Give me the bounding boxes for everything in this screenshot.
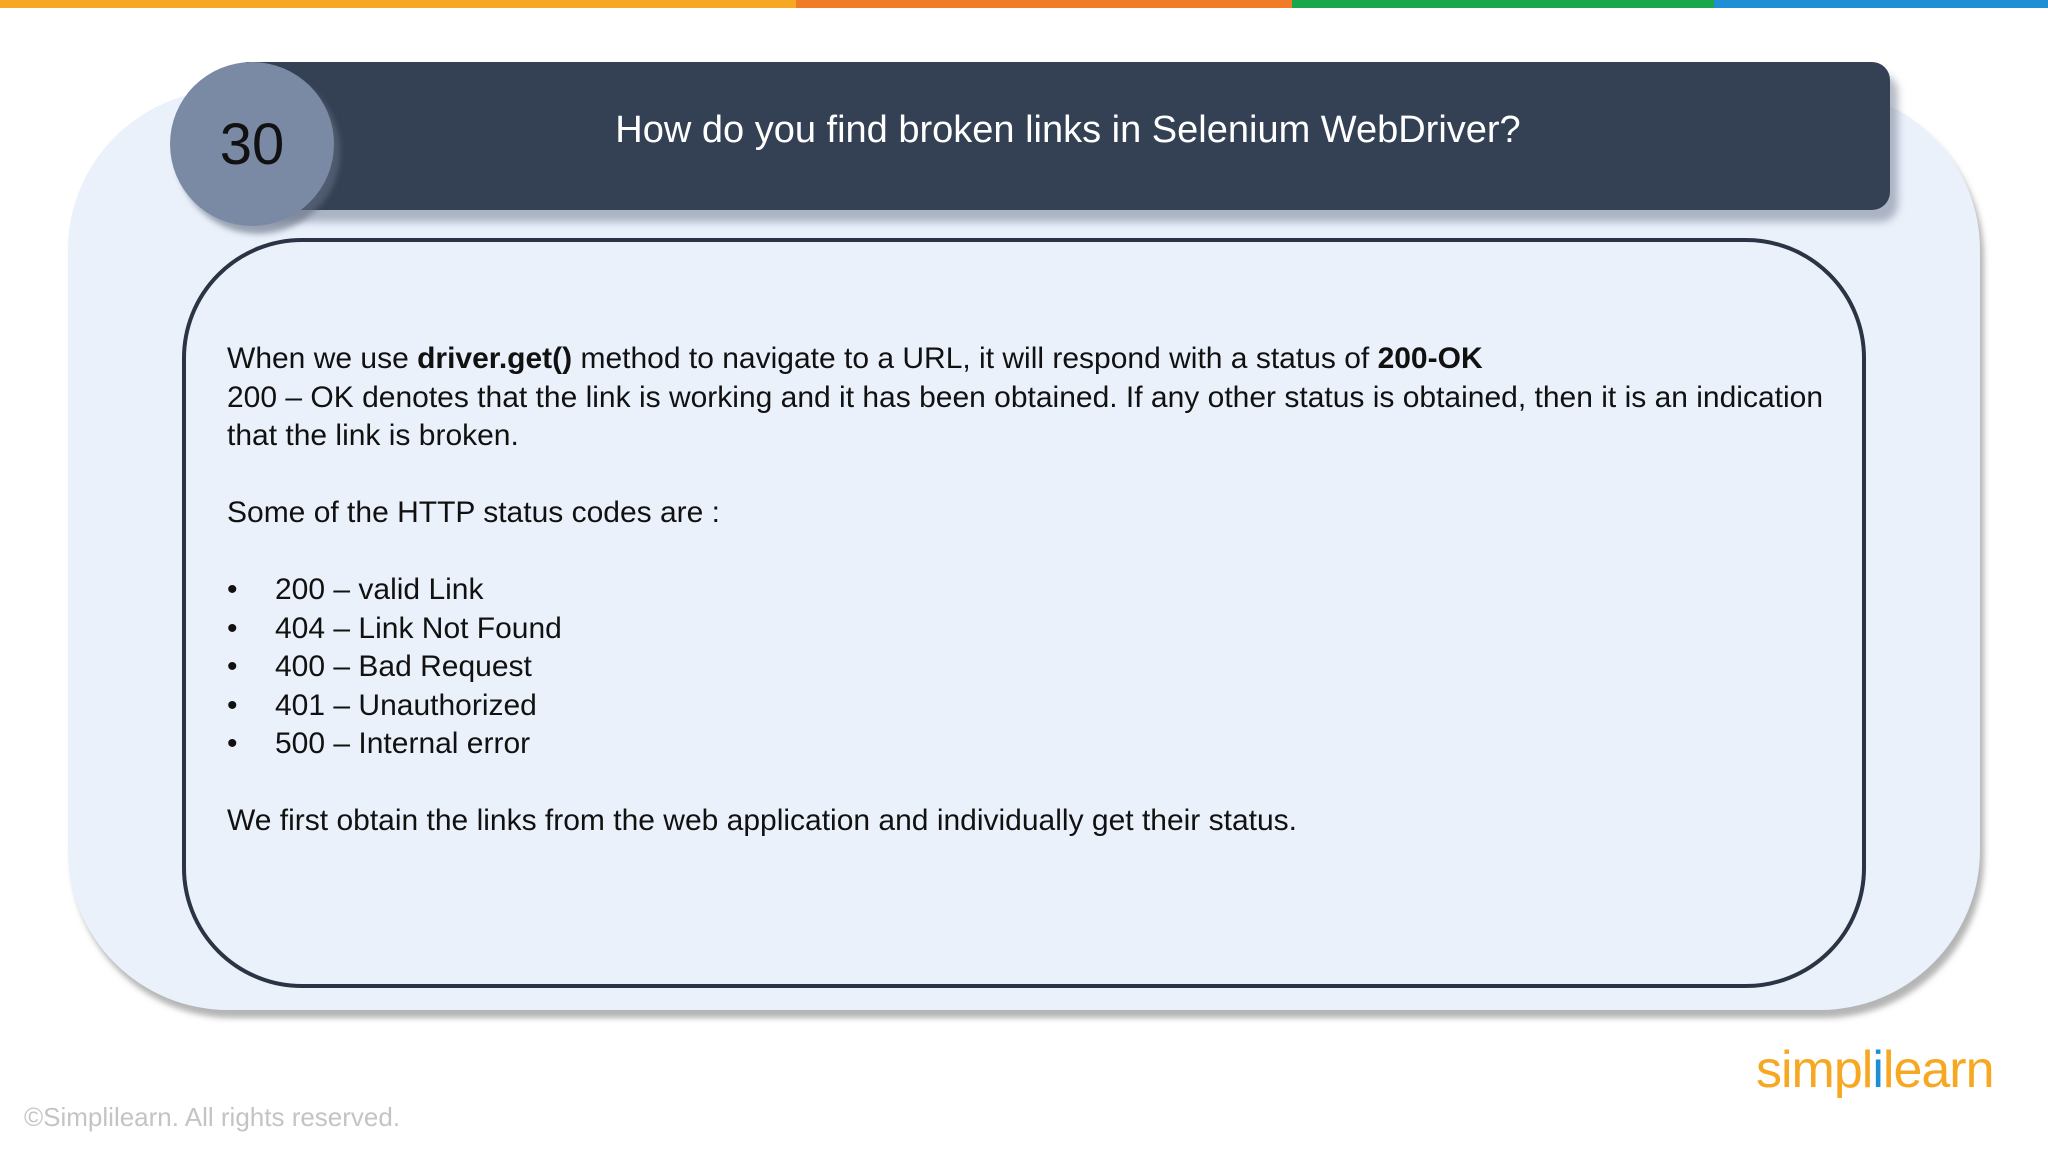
list-item: • 404 – Link Not Found [227, 610, 1827, 649]
list-item: • 401 – Unauthorized [227, 687, 1827, 726]
bullet-icon: • [227, 688, 238, 722]
simplilearn-logo: simplilearn [1756, 1041, 1994, 1099]
top-bar-segment-green [1292, 0, 1714, 8]
list-item: • 200 – valid Link [227, 571, 1827, 610]
status-code-list [227, 571, 1827, 764]
bullet-icon: • [227, 573, 238, 606]
answer-closing: We first obtain the links from the web application and individually get their status. [227, 804, 1298, 837]
top-bar-segment-blue [1714, 0, 2048, 8]
question-title: How do you find broken links in Selenium WebDriver? [615, 108, 1521, 151]
bullet-icon: • [227, 611, 238, 645]
top-color-bar [0, 0, 2048, 8]
bullet-icon: • [227, 727, 238, 760]
answer-line-2: 200 – OK denotes that the link is working and it has been obtained. If any other status is obtained, then it is an indication that the link is broken. [227, 380, 1824, 452]
status-ok: 200-OK [1377, 342, 1483, 375]
answer-content [227, 340, 1827, 841]
answer-line-1: When we use driver.get() method to navigate to a URL, it will respond with a status of 200-OK [227, 342, 1483, 375]
list-item: • 500 – Internal error [227, 725, 1827, 764]
copyright-text: ©Simplilearn. All rights reserved. [24, 1102, 401, 1132]
status-codes-intro: Some of the HTTP status codes are : [227, 496, 721, 529]
top-bar-segment-orange [0, 0, 796, 8]
method-name: driver.get() [417, 342, 573, 375]
top-bar-segment-dark-orange [796, 0, 1292, 8]
question-number-badge: 30 [170, 62, 334, 226]
list-item: • 400 – Bad Request [227, 648, 1827, 687]
bullet-icon: • [227, 650, 238, 683]
